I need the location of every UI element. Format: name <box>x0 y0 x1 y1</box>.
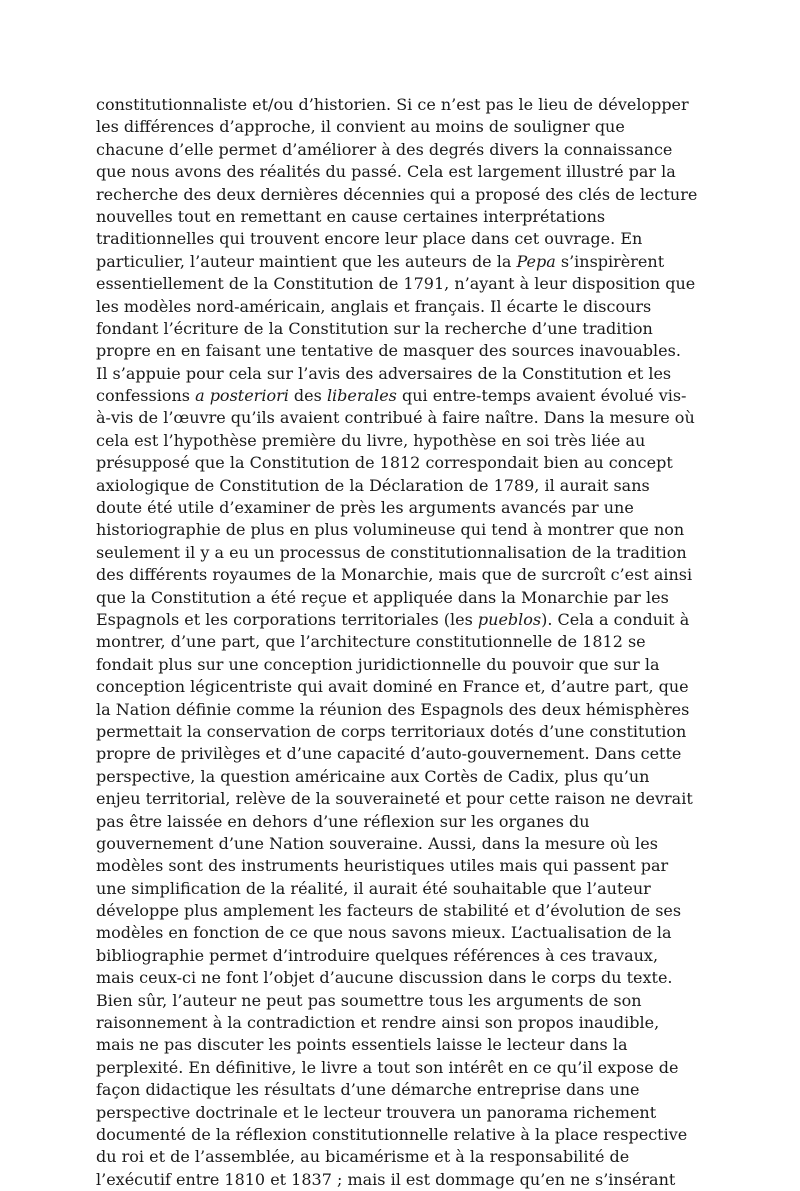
text-line: pas être laissée en dehors d’une réflexion sur les organes du <box>96 811 590 831</box>
text-line: perplexité. En définitive, le livre a tout son intérêt en ce qu’il expose de <box>96 1057 679 1077</box>
text-line: doute été utile d’examiner de près les arguments avancés par une <box>96 498 634 518</box>
text-line: mais ceux-ci ne font l’objet d’aucune discussion dans le corps du texte. <box>96 968 673 988</box>
text-line: documenté de la réflexion constitutionnelle relative à la place respective <box>96 1124 688 1144</box>
text-run: Espagnols et les corporations territoriales (les <box>96 609 478 629</box>
text-line: propre de privilèges et d’une capacité d’auto-gouvernement. Dans cette <box>96 744 682 764</box>
text-run: confessions <box>96 386 196 406</box>
document-page <box>96 94 706 1191</box>
text-line: perspective, la question américaine aux Cortès de Cadix, plus qu’un <box>96 766 650 786</box>
text-line: façon didactique les résultats d’une démarche entreprise dans une <box>96 1080 640 1100</box>
text-line: montrer, d’une part, que l’architecture constitutionnelle de 1812 se <box>96 632 646 652</box>
body-paragraph <box>96 94 706 1191</box>
text-line: que nous avons des réalités du passé. Cela est largement illustré par la <box>96 162 676 182</box>
text-line: gouvernement d’une Nation souveraine. Aussi, dans la mesure où les <box>96 833 658 853</box>
text-line: nouvelles tout en remettant en cause certaines interprétations <box>96 206 606 226</box>
text-line: des différents royaumes de la Monarchie, mais que de surcroît c’est ainsi <box>96 565 693 585</box>
text-line: bibliographie permet d’introduire quelques références à ces travaux, <box>96 945 659 965</box>
text-line: conception légicentriste qui avait dominé en France et, d’autre part, que <box>96 677 689 697</box>
text-line: chacune d’elle permet d’améliorer à des degrés divers la connaissance <box>96 139 673 159</box>
text-line: raisonnement à la contradiction et rendre ainsi son propos inaudible, <box>96 1013 660 1033</box>
text-line: fondait plus sur une conception juridictionnelle du pouvoir que sur la <box>96 654 660 674</box>
text-line: permettait la conservation de corps territoriaux dotés d’une constitution <box>96 721 687 741</box>
text-run: qui entre-temps avaient évolué vis- <box>396 386 687 406</box>
text-line: modèles sont des instruments heuristiques utiles mais qui passent par <box>96 856 669 876</box>
text-line: Il s’appuie pour cela sur l’avis des adversaires de la Constitution et les <box>96 363 672 383</box>
text-line: que la Constitution a été reçue et appliquée dans la Monarchie par les <box>96 587 669 607</box>
text-line: perspective doctrinale et le lecteur trouvera un panorama richement <box>96 1102 657 1122</box>
text-line: recherche des deux dernières décennies qui a proposé des clés de lecture <box>96 184 698 204</box>
text-run: s’inspirèrent <box>555 251 665 271</box>
text-line: l’exécutif entre 1810 et 1837 ; mais il est dommage qu’en ne s’insérant <box>96 1169 676 1189</box>
text-line: à-vis de l’œuvre qu’ils avaient contribué à faire naître. Dans la mesure où <box>96 408 695 428</box>
text-line: cela est l’hypothèse première du livre, hypothèse en soi très liée au <box>96 430 646 450</box>
text-line: les différences d’approche, il convient au moins de souligner que <box>96 117 625 137</box>
text-line: du roi et de l’assemblée, au bicamérisme et à la responsabilité de <box>96 1147 630 1167</box>
text-line: développe plus amplement les facteurs de stabilité et d’évolution de ses <box>96 901 682 921</box>
text-line: constitutionnaliste et/ou d’historien. Si ce n’est pas le lieu de développer <box>96 95 689 114</box>
text-line: modèles en fonction de ce que nous savons mieux. L’actualisation de la <box>96 923 672 943</box>
text-line: propre en en faisant une tentative de masquer des sources inavouables. <box>96 341 681 361</box>
text-run: ). Cela a conduit à <box>541 609 690 629</box>
text-line <box>96 251 706 273</box>
text-line: enjeu territorial, relève de la souveraineté et pour cette raison ne devrait <box>96 789 693 809</box>
text-line <box>96 385 706 407</box>
text-line <box>96 609 706 631</box>
italic-term: Pepa <box>516 251 556 271</box>
text-line: seulement il y a eu un processus de constitutionnalisation de la tradition <box>96 542 687 562</box>
text-line: Bien sûr, l’auteur ne peut pas soumettre tous les arguments de son <box>96 990 642 1010</box>
italic-term: a posteriori <box>195 386 289 406</box>
text-line: historiographie de plus en plus volumineuse qui tend à montrer que non <box>96 520 685 540</box>
text-line: mais ne pas discuter les points essentiels laisse le lecteur dans la <box>96 1035 628 1055</box>
text-line: fondant l’écriture de la Constitution sur la recherche d’une tradition <box>96 318 653 338</box>
italic-term: liberales <box>326 386 397 406</box>
text-run: des <box>288 386 327 406</box>
text-line: une simplification de la réalité, il aurait été souhaitable que l’auteur <box>96 878 651 898</box>
text-line: la Nation définie comme la réunion des Espagnols des deux hémisphères <box>96 699 690 719</box>
text-line: les modèles nord-américain, anglais et français. Il écarte le discours <box>96 296 652 316</box>
text-line: traditionnelles qui trouvent encore leur place dans cet ouvrage. En <box>96 229 643 249</box>
text-line: essentiellement de la Constitution de 1791, n’ayant à leur disposition que <box>96 274 696 294</box>
text-run: particulier, l’auteur maintient que les auteurs de la <box>96 251 517 271</box>
text-line: présupposé que la Constitution de 1812 correspondait bien au concept <box>96 453 673 473</box>
text-line: axiologique de Constitution de la Déclaration de 1789, il aurait sans <box>96 475 650 495</box>
italic-term: pueblos <box>477 609 542 629</box>
